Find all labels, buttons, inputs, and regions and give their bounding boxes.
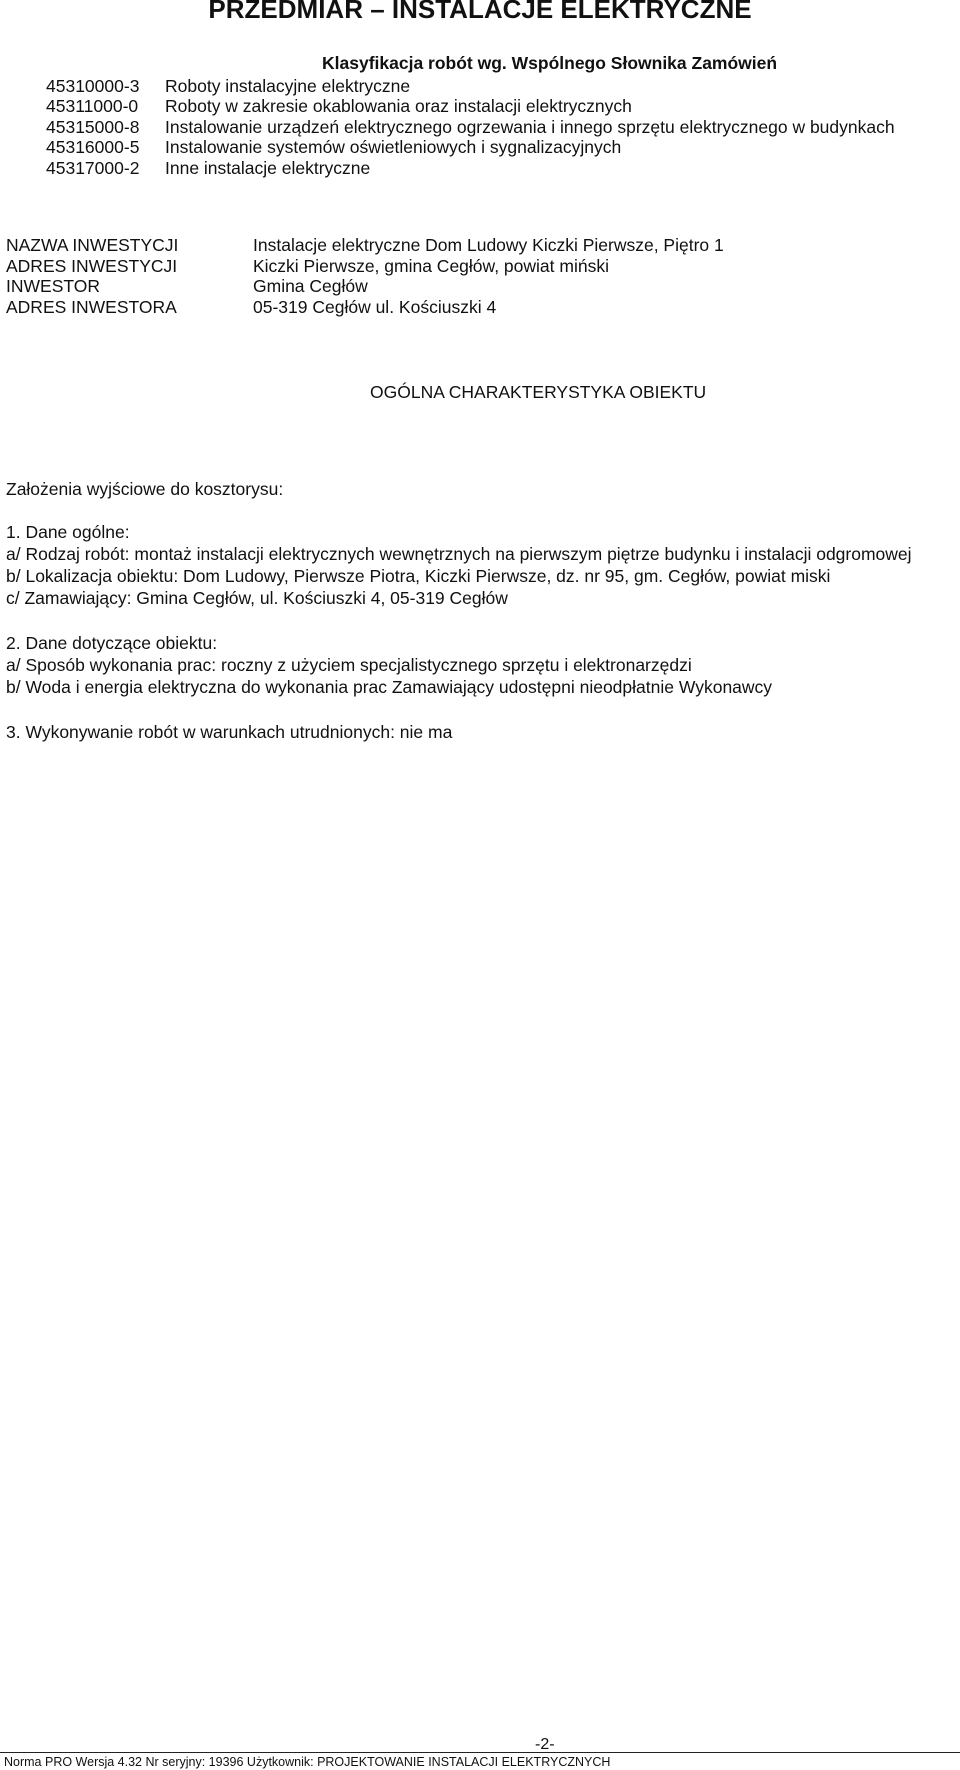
investment-info-table: [6, 235, 724, 317]
cpv-row: [46, 158, 895, 178]
general-data-item: a/ Rodzaj robót: montaż instalacji elektrycznych wewnętrznych na pierwszym piętrze budynku i instalacji odgromowej: [6, 544, 912, 564]
object-data-item: b/ Woda i energia elektryczna do wykonania prac Zamawiający udostępni nieodpłatnie Wykonawcy: [6, 677, 773, 697]
object-data-item: a/ Sposób wykonania prac: roczny z użyciem specjalistycznego sprzętu i elektronarzędzi: [6, 655, 692, 675]
info-row-investment-name: [6, 235, 724, 256]
cpv-code: 45310000-3: [46, 76, 140, 96]
cpv-description: Inne instalacje elektryczne: [165, 157, 371, 178]
info-value: Kiczki Pierwsze, gmina Cegłów, powiat miński: [253, 255, 609, 276]
footer-text: Norma PRO Wersja 4.32 Nr seryjny: 19396 Użytkownik: PROJEKTOWANIE INSTALACJI ELEKTRYCZNYCH: [4, 1755, 611, 1769]
general-data-item: b/ Lokalizacja obiektu: Dom Ludowy, Pierwsze Piotra, Kiczki Pierwsze, dz. nr 95, gm. Cegłów, powiat miski: [6, 566, 831, 586]
info-label: ADRES INWESTORA: [6, 296, 177, 317]
cpv-row: [46, 117, 895, 137]
cpv-code: 45316000-5: [46, 137, 140, 158]
difficult-conditions: 3. Wykonywanie robót w warunkach utrudnionych: nie ma: [6, 722, 453, 742]
cpv-code: 45315000-8: [46, 116, 140, 137]
cpv-row: [46, 76, 895, 96]
cpv-row: [46, 137, 895, 157]
section-heading: OGÓLNA CHARAKTERYSTYKA OBIEKTU: [370, 382, 707, 402]
cpv-description: Roboty w zakresie okablowania oraz instalacji elektrycznych: [165, 96, 632, 117]
info-value: Instalacje elektryczne Dom Ludowy Kiczki Pierwsze, Piętro 1: [253, 235, 724, 255]
document-title: PRZEDMIAR – INSTALACJE ELEKTRYCZNE: [208, 0, 752, 24]
cpv-code: 45311000-0: [46, 96, 139, 117]
object-data-heading: 2. Dane dotyczące obiektu:: [6, 633, 218, 653]
cpv-code-list: [46, 76, 895, 178]
page-number: -2-: [535, 1736, 555, 1753]
cpv-description: Roboty instalacyjne elektryczne: [165, 76, 411, 96]
cpv-row: [46, 96, 895, 116]
assumptions-heading: Założenia wyjściowe do kosztorysu:: [6, 479, 284, 499]
info-row-investor: [6, 276, 724, 297]
info-value: 05-319 Cegłów ul. Kościuszki 4: [253, 296, 497, 317]
info-label: ADRES INWESTYCJI: [6, 255, 178, 276]
info-row-investment-address: [6, 256, 724, 277]
info-label: NAZWA INWESTYCJI: [6, 235, 179, 255]
cpv-description: Instalowanie urządzeń elektrycznego ogrzewania i innego sprzętu elektrycznego w budynkach: [165, 116, 895, 137]
classification-heading: Klasyfikacja robót wg. Wspólnego Słownika Zamówień: [322, 53, 778, 73]
info-value: Gmina Cegłów: [253, 276, 368, 296]
assumptions-section: [6, 478, 912, 743]
general-data-item: c/ Zamawiający: Gmina Cegłów, ul. Kościuszki 4, 05-319 Cegłów: [6, 588, 508, 608]
footer-divider: [0, 1752, 960, 1753]
info-label: INWESTOR: [6, 276, 100, 296]
general-data-heading: 1. Dane ogólne:: [6, 522, 130, 542]
cpv-code: 45317000-2: [46, 157, 140, 178]
info-row-investor-address: [6, 297, 724, 318]
cpv-description: Instalowanie systemów oświetleniowych i sygnalizacyjnych: [165, 137, 622, 158]
